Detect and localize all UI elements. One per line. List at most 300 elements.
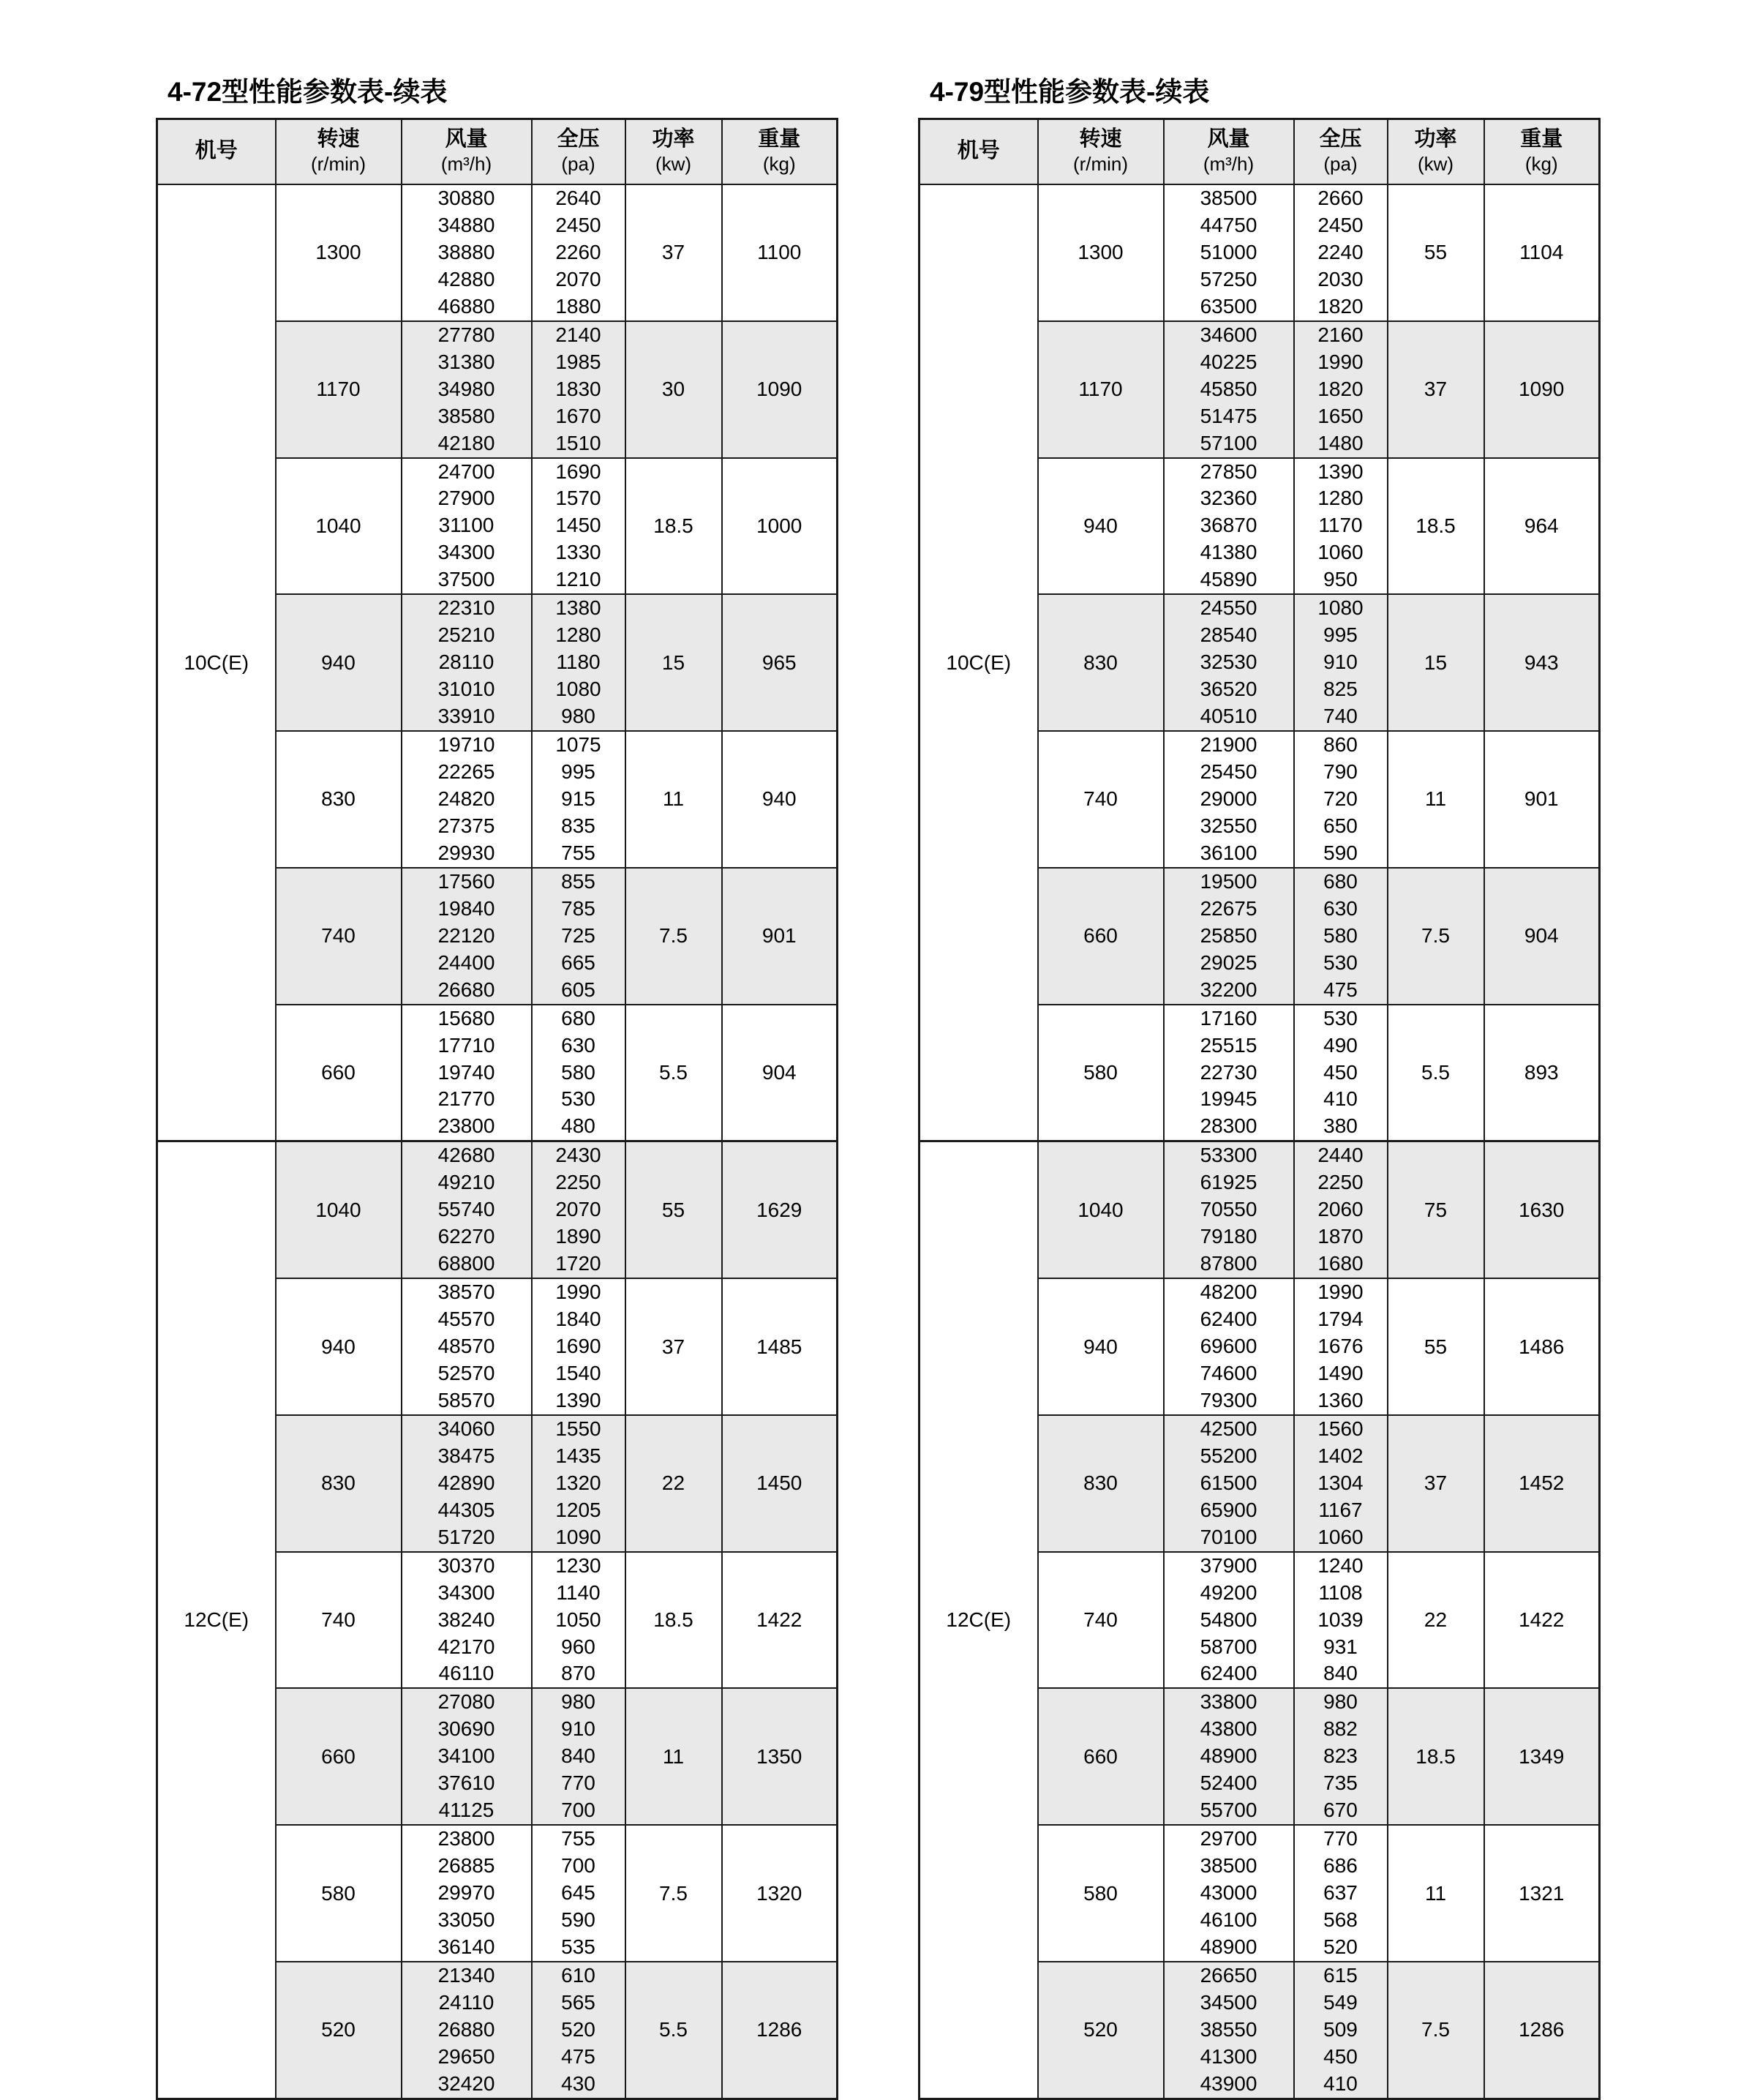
cell-flow-value: 29650: [437, 2044, 495, 2068]
cell-flow-value: 42680: [437, 1144, 495, 1167]
cell-flow-value: 36100: [1200, 841, 1257, 864]
cell-pressure-stack: [533, 1553, 625, 1688]
cell-power: 30: [625, 321, 722, 458]
cell-pressure-value: 2250: [1317, 1171, 1364, 1194]
cell-flow: [1164, 184, 1294, 321]
cell-power: 75: [1388, 1141, 1484, 1278]
cell-pressure: [1294, 1825, 1388, 1962]
cell-speed: 740: [1038, 731, 1164, 868]
cell-flow-value: 32200: [1200, 978, 1257, 1001]
cell-pressure-value: 1680: [1317, 1252, 1364, 1275]
cell-pressure-value: 680: [1323, 869, 1358, 893]
cell-pressure-value: 535: [561, 1935, 595, 1958]
cell-speed: 660: [276, 1005, 402, 1141]
cell-weight: 1286: [722, 1962, 838, 2099]
cell-flow-value: 38570: [437, 1280, 495, 1304]
cell-flow-value: 52400: [1200, 1771, 1257, 1795]
cell-pressure-value: 410: [1323, 2071, 1358, 2095]
cell-flow-value: 34060: [437, 1417, 495, 1440]
cell-flow-value: 87800: [1200, 1252, 1257, 1275]
cell-pressure-value: 1108: [1318, 1580, 1363, 1604]
cell-pressure-stack: [533, 459, 625, 594]
cell-pressure-value: 520: [1323, 1935, 1358, 1958]
cell-pressure-value: 1676: [1317, 1335, 1364, 1358]
cell-power: 11: [625, 1688, 722, 1825]
cell-pressure-value: 475: [561, 2044, 595, 2068]
cell-flow-value: 24820: [437, 787, 495, 810]
cell-pressure-value: 1990: [1317, 1280, 1364, 1304]
cell-flow-value: 22120: [437, 923, 495, 947]
cell-pressure-value: 1090: [555, 1525, 601, 1548]
cell-pressure-value: 1830: [555, 377, 601, 400]
cell-flow-value: 31010: [437, 678, 495, 701]
cell-model: 12C(E): [157, 1141, 276, 2099]
cell-flow: [402, 1415, 532, 1552]
cell-pressure-value: 840: [561, 1744, 595, 1768]
cell-flow-value: 62400: [1200, 1308, 1257, 1331]
cell-flow-value: 79300: [1200, 1388, 1257, 1411]
cell-pressure-stack: [533, 322, 625, 457]
cell-weight: 901: [1484, 731, 1600, 868]
cell-speed: 1170: [276, 321, 402, 458]
cell-flow-value: 34500: [1200, 1990, 1257, 2014]
cell-pressure-value: 665: [561, 950, 595, 974]
cell-flow-value: 27080: [437, 1690, 495, 1714]
cell-flow: [402, 1688, 532, 1825]
col-header-flow: 风量 (m³/h): [402, 119, 532, 185]
cell-weight: 1630: [1484, 1141, 1600, 1278]
cell-pressure-value: 430: [561, 2071, 595, 2095]
cell-flow-value: 46880: [437, 294, 495, 318]
cell-pressure-value: 1880: [555, 294, 601, 318]
cell-pressure-value: 960: [561, 1635, 595, 1658]
cell-pressure-value: 1080: [555, 678, 601, 701]
table-title: 4-72型性能参数表-续表: [168, 77, 448, 107]
header-row: [157, 119, 838, 185]
cell-weight: 1321: [1484, 1825, 1600, 1962]
cell-flow-value: 34600: [1200, 323, 1257, 346]
cell-pressure-value: 1402: [1317, 1444, 1364, 1467]
cell-pressure-value: 590: [561, 1908, 595, 1932]
cell-pressure-value: 1890: [555, 1225, 601, 1248]
cell-model: 10C(E): [920, 184, 1038, 1141]
cell-power: 37: [1388, 1415, 1484, 1552]
cell-speed: 740: [276, 868, 402, 1005]
cell-pressure-value: 980: [561, 1690, 595, 1714]
table-title: 4-79型性能参数表-续表: [930, 77, 1210, 107]
cell-flow: [1164, 1278, 1294, 1415]
cell-flow: [402, 594, 532, 731]
cell-flow-value: 27780: [437, 323, 495, 346]
cell-pressure-value: 1210: [555, 568, 601, 591]
cell-power: 18.5: [625, 1552, 722, 1689]
cell-flow-value: 23800: [437, 1827, 495, 1850]
cell-flow-value: 22310: [437, 596, 495, 620]
cell-flow-value: 42180: [437, 431, 495, 454]
table-row: [157, 1141, 838, 1278]
cell-flow-value: 63500: [1200, 294, 1257, 318]
col-header-model: 机号: [920, 119, 1038, 185]
cell-flow-stack: [402, 732, 531, 867]
cell-flow-value: 38500: [1200, 187, 1257, 209]
cell-flow-value: 30370: [437, 1553, 495, 1577]
cell-pressure-value: 565: [561, 1990, 595, 2014]
cell-power: 5.5: [625, 1005, 722, 1141]
cell-pressure-value: 882: [1323, 1717, 1358, 1741]
cell-power: 37: [1388, 321, 1484, 458]
cell-flow-value: 24550: [1200, 596, 1257, 620]
cell-weight: 1629: [722, 1141, 838, 1278]
cell-pressure-stack: [1295, 1005, 1387, 1141]
cell-flow-value: 45570: [437, 1308, 495, 1331]
cell-flow-value: 55200: [1200, 1444, 1257, 1467]
col-header-model: 机号: [157, 119, 276, 185]
cell-flow-value: 34300: [437, 541, 495, 564]
cell-flow-stack: [402, 1962, 531, 2098]
cell-pressure-value: 1985: [555, 350, 601, 373]
cell-flow-value: 37610: [437, 1771, 495, 1795]
cell-pressure: [532, 1141, 625, 1278]
cell-pressure-value: 1820: [1317, 294, 1364, 318]
tables-container: [0, 70, 1741, 2100]
cell-power: 11: [625, 731, 722, 868]
cell-weight: 1450: [722, 1415, 838, 1552]
cell-flow-value: 58570: [437, 1388, 495, 1411]
cell-speed: 580: [1038, 1825, 1164, 1962]
cell-flow-value: 41300: [1200, 2044, 1257, 2068]
cell-weight: 904: [722, 1005, 838, 1141]
cell-flow: [1164, 731, 1294, 868]
cell-power: 7.5: [1388, 868, 1484, 1005]
cell-flow-stack: [1165, 1279, 1293, 1414]
performance-table-4-79: [918, 118, 1601, 2100]
cell-pressure-value: 1075: [555, 733, 601, 757]
cell-speed: 660: [276, 1688, 402, 1825]
cell-flow-value: 55700: [1200, 1799, 1257, 1822]
cell-flow: [1164, 1962, 1294, 2099]
cell-flow: [402, 731, 532, 868]
cell-pressure-value: 615: [1323, 1963, 1358, 1987]
cell-pressure-stack: [1295, 1826, 1387, 1961]
cell-pressure-stack: [1295, 1416, 1387, 1551]
cell-pressure-value: 755: [561, 841, 595, 864]
cell-flow-value: 26885: [437, 1854, 495, 1878]
cell-flow-value: 27900: [437, 487, 495, 510]
cell-pressure-value: 790: [1323, 760, 1358, 784]
cell-flow-value: 17560: [437, 869, 495, 893]
cell-pressure-value: 1794: [1317, 1308, 1364, 1331]
cell-power: 18.5: [1388, 458, 1484, 595]
cell-pressure-value: 630: [1323, 896, 1358, 920]
col-header-speed: 转速 (r/min): [276, 119, 402, 185]
col-header-weight: 重量 (kg): [1484, 119, 1600, 185]
cell-pressure: [532, 321, 625, 458]
cell-flow-value: 38880: [437, 240, 495, 263]
cell-flow-value: 46110: [438, 1662, 495, 1685]
cell-flow-value: 28540: [1200, 623, 1257, 647]
cell-speed: 830: [276, 1415, 402, 1552]
cell-flow-value: 19500: [1200, 869, 1257, 893]
cell-pressure-value: 735: [1323, 1771, 1358, 1795]
cell-pressure-value: 1670: [555, 404, 601, 427]
cell-flow-value: 57100: [1200, 431, 1257, 454]
cell-pressure-value: 1570: [555, 487, 601, 510]
cell-speed: 940: [1038, 458, 1164, 595]
cell-flow-stack: [1165, 1689, 1293, 1824]
cell-pressure-value: 700: [561, 1799, 595, 1822]
cell-flow-stack: [1165, 459, 1293, 594]
cell-pressure-value: 2640: [555, 187, 601, 209]
cell-pressure-stack: [1295, 322, 1387, 457]
cell-power: 18.5: [1388, 1688, 1484, 1825]
cell-pressure-value: 590: [1323, 841, 1358, 864]
cell-pressure-stack: [1295, 869, 1387, 1004]
cell-pressure-value: 1820: [1317, 377, 1364, 400]
cell-flow-value: 22265: [437, 760, 495, 784]
cell-flow: [1164, 868, 1294, 1005]
col-header-speed: 转速 (r/min): [1038, 119, 1164, 185]
cell-pressure: [532, 1005, 625, 1141]
cell-pressure-value: 860: [1323, 733, 1358, 757]
cell-speed: 660: [1038, 868, 1164, 1005]
cell-pressure-stack: [1295, 1142, 1387, 1278]
cell-flow-value: 38580: [437, 404, 495, 427]
cell-flow-value: 36520: [1200, 678, 1257, 701]
cell-pressure-value: 680: [561, 1006, 595, 1030]
cell-pressure-value: 980: [561, 705, 595, 728]
col-header-power: 功率 (kw): [625, 119, 722, 185]
cell-flow-value: 70550: [1200, 1198, 1257, 1221]
cell-flow-value: 23800: [437, 1114, 495, 1138]
cell-flow-value: 69600: [1200, 1335, 1257, 1358]
cell-flow-value: 70100: [1200, 1525, 1257, 1548]
cell-weight: 1000: [722, 458, 838, 595]
cell-flow-value: 33050: [437, 1908, 495, 1932]
cell-power: 15: [625, 594, 722, 731]
cell-pressure-value: 1330: [555, 541, 601, 564]
cell-speed: 1300: [276, 184, 402, 321]
cell-pressure-stack: [533, 1005, 625, 1141]
cell-flow-value: 42170: [437, 1635, 495, 1658]
cell-flow-value: 25210: [437, 623, 495, 647]
cell-pressure: [532, 1962, 625, 2099]
cell-pressure-value: 1480: [1317, 431, 1364, 454]
cell-flow-value: 55740: [437, 1198, 495, 1221]
cell-flow-value: 37500: [437, 568, 495, 591]
cell-pressure-value: 770: [1323, 1827, 1358, 1850]
cell-weight: 1104: [1484, 184, 1600, 321]
cell-flow-stack: [1165, 1416, 1293, 1551]
cell-pressure: [532, 1688, 625, 1825]
cell-flow: [402, 184, 532, 321]
cell-flow: [1164, 1141, 1294, 1278]
cell-pressure-value: 1450: [555, 514, 601, 537]
cell-pressure-value: 2430: [555, 1144, 601, 1167]
cell-flow-value: 15680: [437, 1006, 495, 1030]
col-header-pressure: 全压 (pa): [1294, 119, 1388, 185]
cell-flow-value: 29700: [1200, 1827, 1257, 1850]
cell-pressure: [532, 1278, 625, 1415]
cell-pressure-value: 1167: [1318, 1498, 1363, 1521]
cell-speed: 1040: [276, 1141, 402, 1278]
cell-pressure-value: 1840: [555, 1308, 601, 1331]
cell-flow-value: 26680: [437, 978, 495, 1001]
cell-power: 55: [625, 1141, 722, 1278]
cell-pressure-value: 1170: [1318, 514, 1363, 537]
cell-pressure-value: 855: [561, 869, 595, 893]
cell-pressure-value: 1060: [1317, 541, 1364, 564]
cell-pressure-value: 530: [1323, 950, 1358, 974]
cell-speed: 740: [1038, 1552, 1164, 1689]
cell-flow-stack: [1165, 595, 1293, 730]
cell-flow-value: 34880: [437, 213, 495, 236]
cell-speed: 580: [1038, 1005, 1164, 1141]
cell-pressure-value: 740: [1323, 705, 1358, 728]
cell-pressure-value: 480: [561, 1114, 595, 1138]
cell-speed: 1300: [1038, 184, 1164, 321]
cell-pressure-value: 995: [561, 760, 595, 784]
cell-flow-value: 33800: [1200, 1690, 1257, 1714]
cell-pressure-value: 2070: [555, 1198, 601, 1221]
cell-pressure-value: 1435: [555, 1444, 601, 1467]
cell-flow: [402, 1005, 532, 1141]
cell-flow: [1164, 1825, 1294, 1962]
cell-flow-value: 44305: [437, 1498, 495, 1521]
cell-flow-value: 22675: [1200, 896, 1257, 920]
cell-pressure: [1294, 1552, 1388, 1689]
cell-flow-value: 25450: [1200, 760, 1257, 784]
cell-power: 5.5: [1388, 1005, 1484, 1141]
cell-pressure-value: 2060: [1317, 1198, 1364, 1221]
cell-pressure-value: 2450: [1317, 213, 1364, 236]
cell-power: 37: [625, 184, 722, 321]
cell-pressure-value: 1140: [556, 1580, 601, 1604]
cell-flow-value: 43800: [1200, 1717, 1257, 1741]
cell-pressure-value: 1240: [1317, 1553, 1364, 1577]
cell-weight: 1485: [722, 1278, 838, 1415]
cell-power: 7.5: [625, 1825, 722, 1962]
cell-flow-stack: [1165, 1142, 1293, 1278]
cell-pressure-value: 645: [561, 1881, 595, 1905]
cell-flow-value: 41380: [1200, 541, 1257, 564]
cell-flow-value: 48200: [1200, 1280, 1257, 1304]
cell-flow-value: 29000: [1200, 787, 1257, 810]
cell-flow-value: 29930: [437, 841, 495, 864]
cell-flow-value: 40225: [1200, 350, 1257, 373]
cell-flow-value: 48570: [437, 1335, 495, 1358]
cell-pressure-value: 380: [1323, 1114, 1358, 1138]
cell-weight: 940: [722, 731, 838, 868]
cell-flow-stack: [1165, 1553, 1293, 1688]
table-header: [920, 119, 1600, 185]
cell-flow-stack: [402, 185, 531, 320]
table-row: [920, 1141, 1600, 1278]
cell-power: 7.5: [1388, 1962, 1484, 2099]
cell-flow-value: 32360: [1200, 487, 1257, 510]
cell-flow-value: 38475: [437, 1444, 495, 1467]
cell-pressure-value: 637: [1323, 1881, 1358, 1905]
cell-pressure-value: 1720: [555, 1252, 601, 1275]
cell-flow: [402, 1278, 532, 1415]
cell-pressure-value: 1320: [555, 1471, 601, 1494]
cell-pressure-value: 995: [1323, 623, 1358, 647]
cell-pressure-value: 410: [1323, 1087, 1358, 1111]
cell-flow-value: 32420: [437, 2071, 495, 2095]
cell-flow-stack: [402, 1279, 531, 1414]
cell-flow-value: 30690: [437, 1717, 495, 1741]
cell-weight: 965: [722, 594, 838, 731]
cell-flow-value: 21900: [1200, 733, 1257, 757]
cell-power: 11: [1388, 1825, 1484, 1962]
cell-flow-value: 58700: [1200, 1635, 1257, 1658]
cell-flow-value: 40510: [1200, 705, 1257, 728]
cell-flow-value: 34980: [437, 377, 495, 400]
cell-flow-value: 24700: [437, 460, 495, 483]
cell-flow-value: 34100: [437, 1744, 495, 1768]
cell-weight: 901: [722, 868, 838, 1005]
cell-flow-value: 42880: [437, 267, 495, 290]
cell-pressure-value: 980: [1323, 1690, 1358, 1714]
cell-pressure-stack: [533, 1416, 625, 1551]
cell-flow-value: 30880: [437, 187, 495, 209]
cell-pressure: [1294, 1141, 1388, 1278]
cell-flow-stack: [1165, 1826, 1293, 1961]
cell-weight: 1422: [1484, 1552, 1600, 1689]
cell-power: 15: [1388, 594, 1484, 731]
cell-flow-value: 79180: [1200, 1225, 1257, 1248]
cell-pressure-value: 630: [561, 1033, 595, 1057]
cell-flow-value: 51475: [1200, 404, 1257, 427]
cell-power: 22: [1388, 1552, 1484, 1689]
cell-pressure: [1294, 1962, 1388, 2099]
cell-weight: 893: [1484, 1005, 1600, 1141]
cell-pressure-value: 686: [1323, 1854, 1358, 1878]
cell-pressure-stack: [533, 1279, 625, 1414]
cell-speed: 660: [1038, 1688, 1164, 1825]
cell-pressure: [1294, 1415, 1388, 1552]
cell-flow: [1164, 1688, 1294, 1825]
cell-pressure-value: 770: [561, 1771, 595, 1795]
cell-pressure: [1294, 184, 1388, 321]
table-row: [920, 184, 1600, 321]
cell-pressure-value: 1560: [1317, 1417, 1364, 1440]
cell-pressure: [1294, 458, 1388, 595]
cell-flow-value: 24400: [437, 950, 495, 974]
cell-flow: [1164, 594, 1294, 731]
cell-power: 55: [1388, 184, 1484, 321]
cell-pressure-stack: [1295, 595, 1387, 730]
cell-speed: 940: [1038, 1278, 1164, 1415]
cell-pressure-value: 1205: [555, 1498, 601, 1521]
cell-flow-value: 42890: [437, 1471, 495, 1494]
cell-speed: 1170: [1038, 321, 1164, 458]
cell-power: 22: [625, 1415, 722, 1552]
cell-flow: [1164, 1005, 1294, 1141]
cell-pressure-value: 1690: [555, 460, 601, 483]
cell-pressure-value: 1390: [555, 1388, 601, 1411]
cell-pressure-value: 670: [1323, 1799, 1358, 1822]
cell-flow-value: 25850: [1200, 923, 1257, 947]
cell-flow: [402, 1825, 532, 1962]
cell-flow-stack: [402, 1553, 531, 1688]
cell-pressure-value: 720: [1323, 787, 1358, 810]
cell-pressure-value: 915: [561, 787, 595, 810]
cell-pressure-stack: [1295, 185, 1387, 320]
cell-pressure-value: 1280: [555, 623, 601, 647]
cell-flow: [1164, 321, 1294, 458]
cell-pressure-value: 755: [561, 1827, 595, 1850]
cell-flow-stack: [402, 869, 531, 1004]
